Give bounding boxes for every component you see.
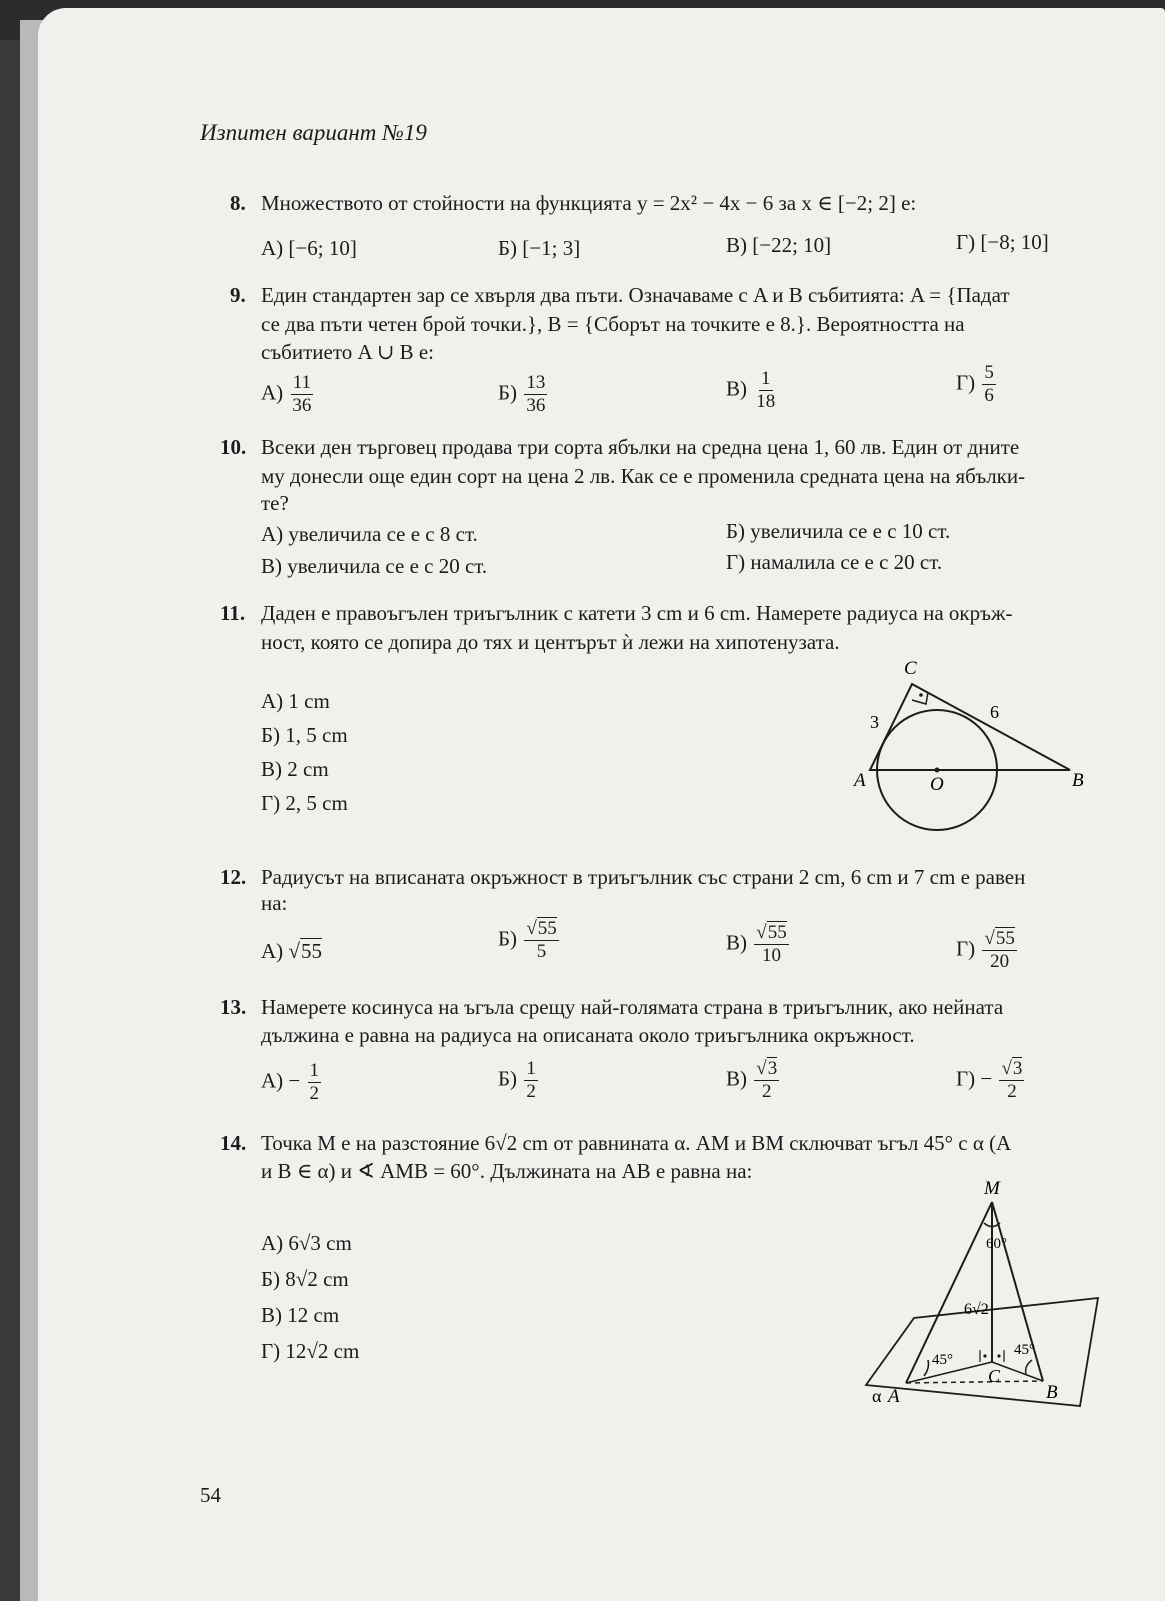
book-page (38, 8, 1165, 1601)
q12-number: 12. (220, 865, 247, 889)
q12-line2: на: (261, 891, 288, 915)
q10-option-c: В) увеличила се е с 20 ст. (261, 554, 488, 578)
q12-option-a: А) √55 (261, 939, 322, 963)
q11-line2: ност, която се допира до тях и центърът ѝ лежи на хипотенузата. (261, 630, 840, 654)
q14-angle-a-arc (924, 1360, 929, 1376)
q13-option-b: Б) $\frac{1}{2}$ (498, 1058, 536, 1102)
q10-line3: те? (261, 491, 289, 515)
q14-option-c: В) 12 cm (261, 1303, 340, 1327)
q14-label-a: A (888, 1386, 900, 1407)
q11-side-cb: 6 (990, 702, 999, 722)
q11-option-d: Г) 2, 5 cm (261, 791, 348, 815)
q14-label-alpha: α (872, 1386, 882, 1406)
q13-option-d: Г) − $\frac{√3}{2}$ (956, 1058, 1023, 1102)
q10-line1: Всеки ден търговец продава три сорта ябълки на средна цена 1, 60 лв. Един от днитe (261, 435, 1020, 459)
q14-label-m: M (984, 1178, 1000, 1199)
q10-number: 10. (220, 435, 247, 459)
q14-number: 14. (220, 1131, 247, 1155)
q10-line2: му донесли още един сорт на цена 2 лв. Как се е променила средната цена на ябълки- (261, 464, 1026, 488)
q14-option-d: Г) 12√2 cm (261, 1339, 360, 1363)
q12-option-c: В) $\frac{√55}{10}$ (726, 922, 787, 966)
q14-line2: и B ∈ α) и ∢ AMB = 60°. Дължината на AB е равна на: (261, 1159, 753, 1183)
q14-option-b: Б) 8√2 cm (261, 1267, 349, 1291)
q11-center-point (935, 768, 940, 773)
q13-option-a: А) − $\frac{1}{2}$ (261, 1060, 320, 1104)
q14-line1: Точка M е на разстояние 6√2 cm от равнината α. AM и BM сключват ъгъл 45° с α (A (261, 1131, 1012, 1155)
q9-line2: се два пъти четен брой точки.}, B = {Сборът на точките е 8.}. Вероятността на (261, 312, 965, 336)
q14-label-c: C (988, 1366, 1001, 1386)
q9-option-a: А) $\frac{11}{36}$ (261, 372, 312, 416)
q12-option-b: Б) $\frac{√55}{5}$ (498, 918, 557, 962)
q13-option-c: В) $\frac{√3}{2}$ (726, 1058, 778, 1102)
q9-option-d: Г) $\frac{5}{6}$ (956, 362, 994, 406)
q13-line1: Намерете косинуса на ъгъла срещу най-голямата страна в триъгълник, ако нейната (261, 995, 1004, 1019)
q12-option-d: Г) $\frac{√55}{20}$ (956, 928, 1015, 972)
q11-label-a: A (854, 770, 866, 791)
q11-triangle (870, 684, 1070, 770)
q9-line3: събитието A ∪ B е: (261, 340, 435, 364)
q9-option-c: В) $\frac{1}{18}$ (726, 368, 776, 412)
q11-label-b: B (1072, 770, 1084, 791)
q14-option-a: А) 6√3 cm (261, 1231, 352, 1255)
q9-line1: Един стандартен зар се хвърля два пъти. Означаваме с A и B събитията: A = {Падат (261, 283, 1010, 307)
q14-angle-m: 60° (986, 1236, 1007, 1252)
q11-number: 11. (220, 601, 246, 625)
q14-figure (818, 1178, 1148, 1448)
q8-option-d: Г) [−8; 10] (956, 230, 1049, 254)
q9-number: 9. (230, 283, 246, 307)
q8-text: Множеството от стойности на функцията y = 2x² − 4x − 6 за x ∈ [−2; 2] е: (261, 191, 917, 215)
q14-right-angle-dot-right (997, 1354, 1000, 1357)
q10-option-a: А) увеличила се е с 8 ст. (261, 522, 478, 546)
q14-right-angle-dot-left (983, 1354, 986, 1357)
q12-line1: Радиусът на вписаната окръжност в триъгълник със страни 2 cm, 6 cm и 7 cm е равен (261, 865, 1026, 889)
page-number: 54 (200, 1483, 221, 1507)
q8-option-c: В) [−22; 10] (726, 233, 832, 257)
q13-number: 13. (220, 995, 247, 1019)
page-header: Изпитен вариант №19 (200, 120, 427, 145)
q11-option-a: А) 1 cm (261, 689, 330, 713)
q13-line2: дължина е равна на радиуса на описаната около триъгълника окръжност. (261, 1023, 915, 1047)
q9-option-b: Б) $\frac{13}{36}$ (498, 372, 546, 416)
q11-option-b: Б) 1, 5 cm (261, 723, 348, 747)
q11-line1: Даден е правоъгълен триъгълник с катети 3 cm и 6 cm. Намерете радиуса на окръж- (261, 601, 1013, 625)
q11-right-angle-dot (919, 693, 923, 697)
q14-label-b: B (1046, 1382, 1058, 1403)
q11-side-ac: 3 (870, 712, 879, 732)
q10-option-b: Б) увеличила се е с 10 ст. (726, 519, 951, 543)
q14-height-label: 6√2 (964, 1301, 989, 1318)
q8-option-b: Б) [−1; 3] (498, 236, 581, 260)
q11-option-c: В) 2 cm (261, 757, 329, 781)
q14-angle-a: 45° (932, 1352, 953, 1368)
q10-option-d: Г) намалила се е с 20 ст. (726, 550, 943, 574)
q11-label-c: C (904, 658, 917, 679)
q8-number: 8. (230, 191, 246, 215)
q14-angle-b: 45° (1014, 1342, 1035, 1358)
q11-figure (820, 658, 1090, 858)
q14-angle-b-arc (1026, 1360, 1032, 1374)
q14-segment-ab (906, 1381, 1043, 1383)
q8-option-a: А) [−6; 10] (261, 236, 357, 260)
q11-label-o: O (930, 774, 944, 795)
